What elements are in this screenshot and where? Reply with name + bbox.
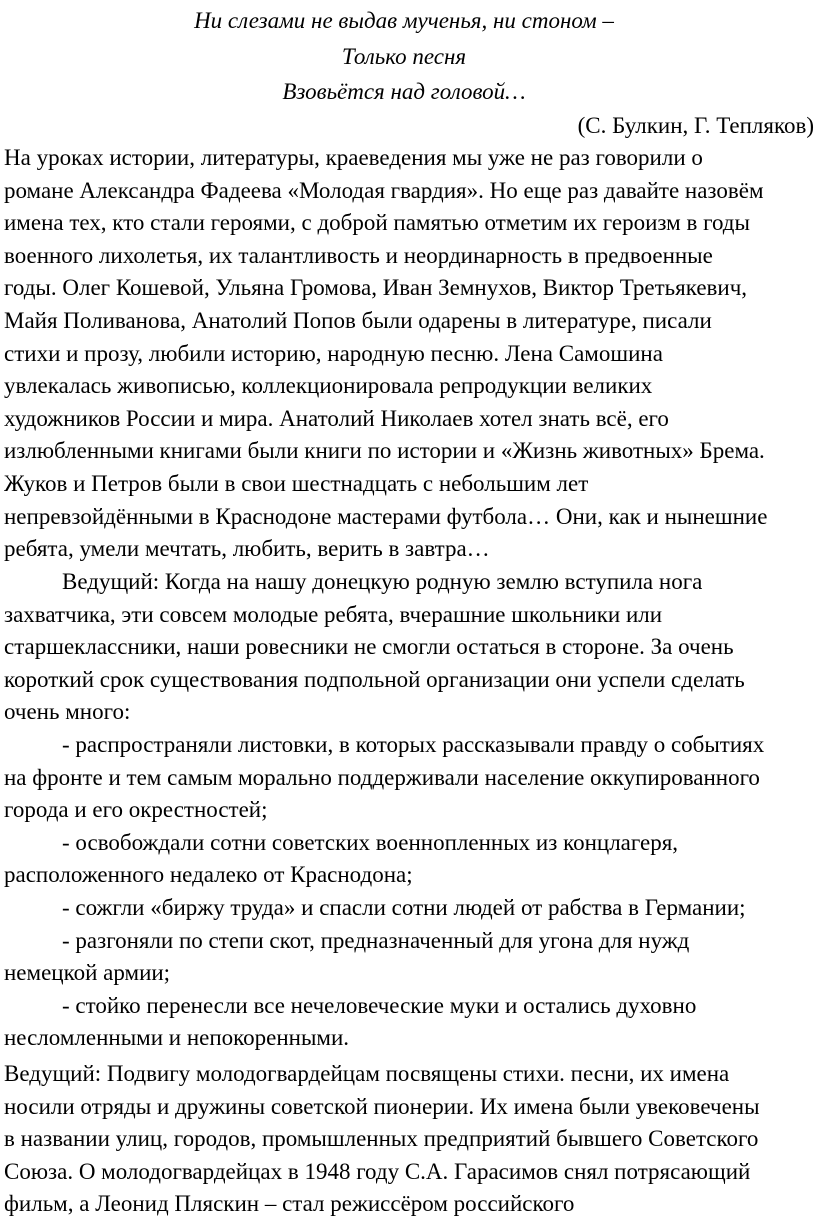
text-line: в названии улиц, городов, промышленных предприятий бывшего Советского <box>4 1126 759 1152</box>
text-line: романе Александра Фадеева «Молодая гвардия». Но еще раз давайте назовём <box>4 177 764 203</box>
text-line: военного лихолетья, их талантливость и неординарность в предвоенные <box>4 242 713 268</box>
text-line: расположенного недалеко от Краснодона; <box>4 862 413 888</box>
text-line: на фронте и тем самым морально поддерживали население оккупированного <box>4 764 760 790</box>
text-line: города и его окрестностей; <box>4 797 268 823</box>
text-line: носили отряды и дружины советской пионерии. Их имена были увековечены <box>4 1093 760 1119</box>
text-line: имена тех, кто стали героями, с доброй памятью отметим их героизм в годы <box>4 210 750 236</box>
text-line: увлекалась живописью, коллекционировала репродукции великих <box>4 373 653 399</box>
text-line: непревзойдёнными в Краснодоне мастерами футбола… Они, как и нынешние <box>4 503 768 529</box>
text-line: короткий срок существования подпольной организации они успели сделать <box>4 666 745 692</box>
intro-paragraph <box>4 142 812 566</box>
text-line: Ведущий: Подвигу молодогвардейцам посвящены стихи. песни, их имена <box>4 1061 730 1086</box>
text-line: стихи и прозу, любили историю, народную песню. Лена Самошина <box>4 340 663 366</box>
epigraph-line-2: Только песня <box>341 44 467 69</box>
host-paragraph-1 <box>4 566 812 729</box>
text-line: немецкой армии; <box>4 960 171 986</box>
text-line: фильм, а Леонид Пляскин – стал режиссёром российского <box>4 1191 575 1217</box>
text-line: ребята, умели мечтать, любить, верить в завтра… <box>4 536 490 562</box>
host-paragraph-2 <box>4 1058 812 1221</box>
list-item: - освобождали сотни советских военнопленных из концлагеря, <box>62 829 679 855</box>
deeds-list <box>4 729 812 1055</box>
list-item: - распространяли листовки, в которых рассказывали правду о событиях <box>62 732 765 757</box>
text-line: На уроках истории, литературы, краеведения мы уже не раз говорили о <box>4 145 703 170</box>
epigraph-author: (С. Булкин, Г. Тепляков) <box>577 113 814 138</box>
text-line: старшеклассники, наши ровесники не смогли остаться в стороне. За очень <box>4 634 734 660</box>
text-line: Жуков и Петров были в свои шестнадцать с небольшим лет <box>4 470 589 496</box>
text-line: годы. Олег Кошевой, Ульяна Громова, Иван Земнухов, Виктор Третьякевич, <box>4 275 748 301</box>
epigraph-line-1: Ни слезами не выдав мученья, ни стоном – <box>194 8 614 33</box>
epigraph-line-3: Взовьётся над головой… <box>282 79 526 104</box>
list-item: - разгоняли по степи скот, предназначенный для угона для нужд <box>62 927 690 953</box>
text-line: излюбленными книгами были книги по истории и «Жизнь животных» Брема. <box>4 438 765 464</box>
list-item: - стойко перенесли все нечеловеческие муки и остались духовно <box>62 992 697 1018</box>
text-line: несломленными и непокоренными. <box>4 1025 350 1051</box>
text-line: художников России и мира. Анатолий Николаев хотел знать всё, его <box>4 405 669 431</box>
text-line: Майя Поливанова, Анатолий Попов были одарены в литературе, писали <box>4 307 712 333</box>
text-line: Ведущий: Когда на нашу донецкую родную землю вступила нога <box>62 569 703 594</box>
text-line: очень много: <box>4 699 131 725</box>
list-item: - сожгли «биржу труда» и спасли сотни людей от рабства в Германии; <box>62 894 746 920</box>
text-line: Союза. О молодогвардейцах в 1948 году С.А. Гарасимов снял потрясающий <box>4 1158 751 1184</box>
text-line: захватчика, эти совсем молодые ребята, вчерашние школьники или <box>4 601 663 627</box>
